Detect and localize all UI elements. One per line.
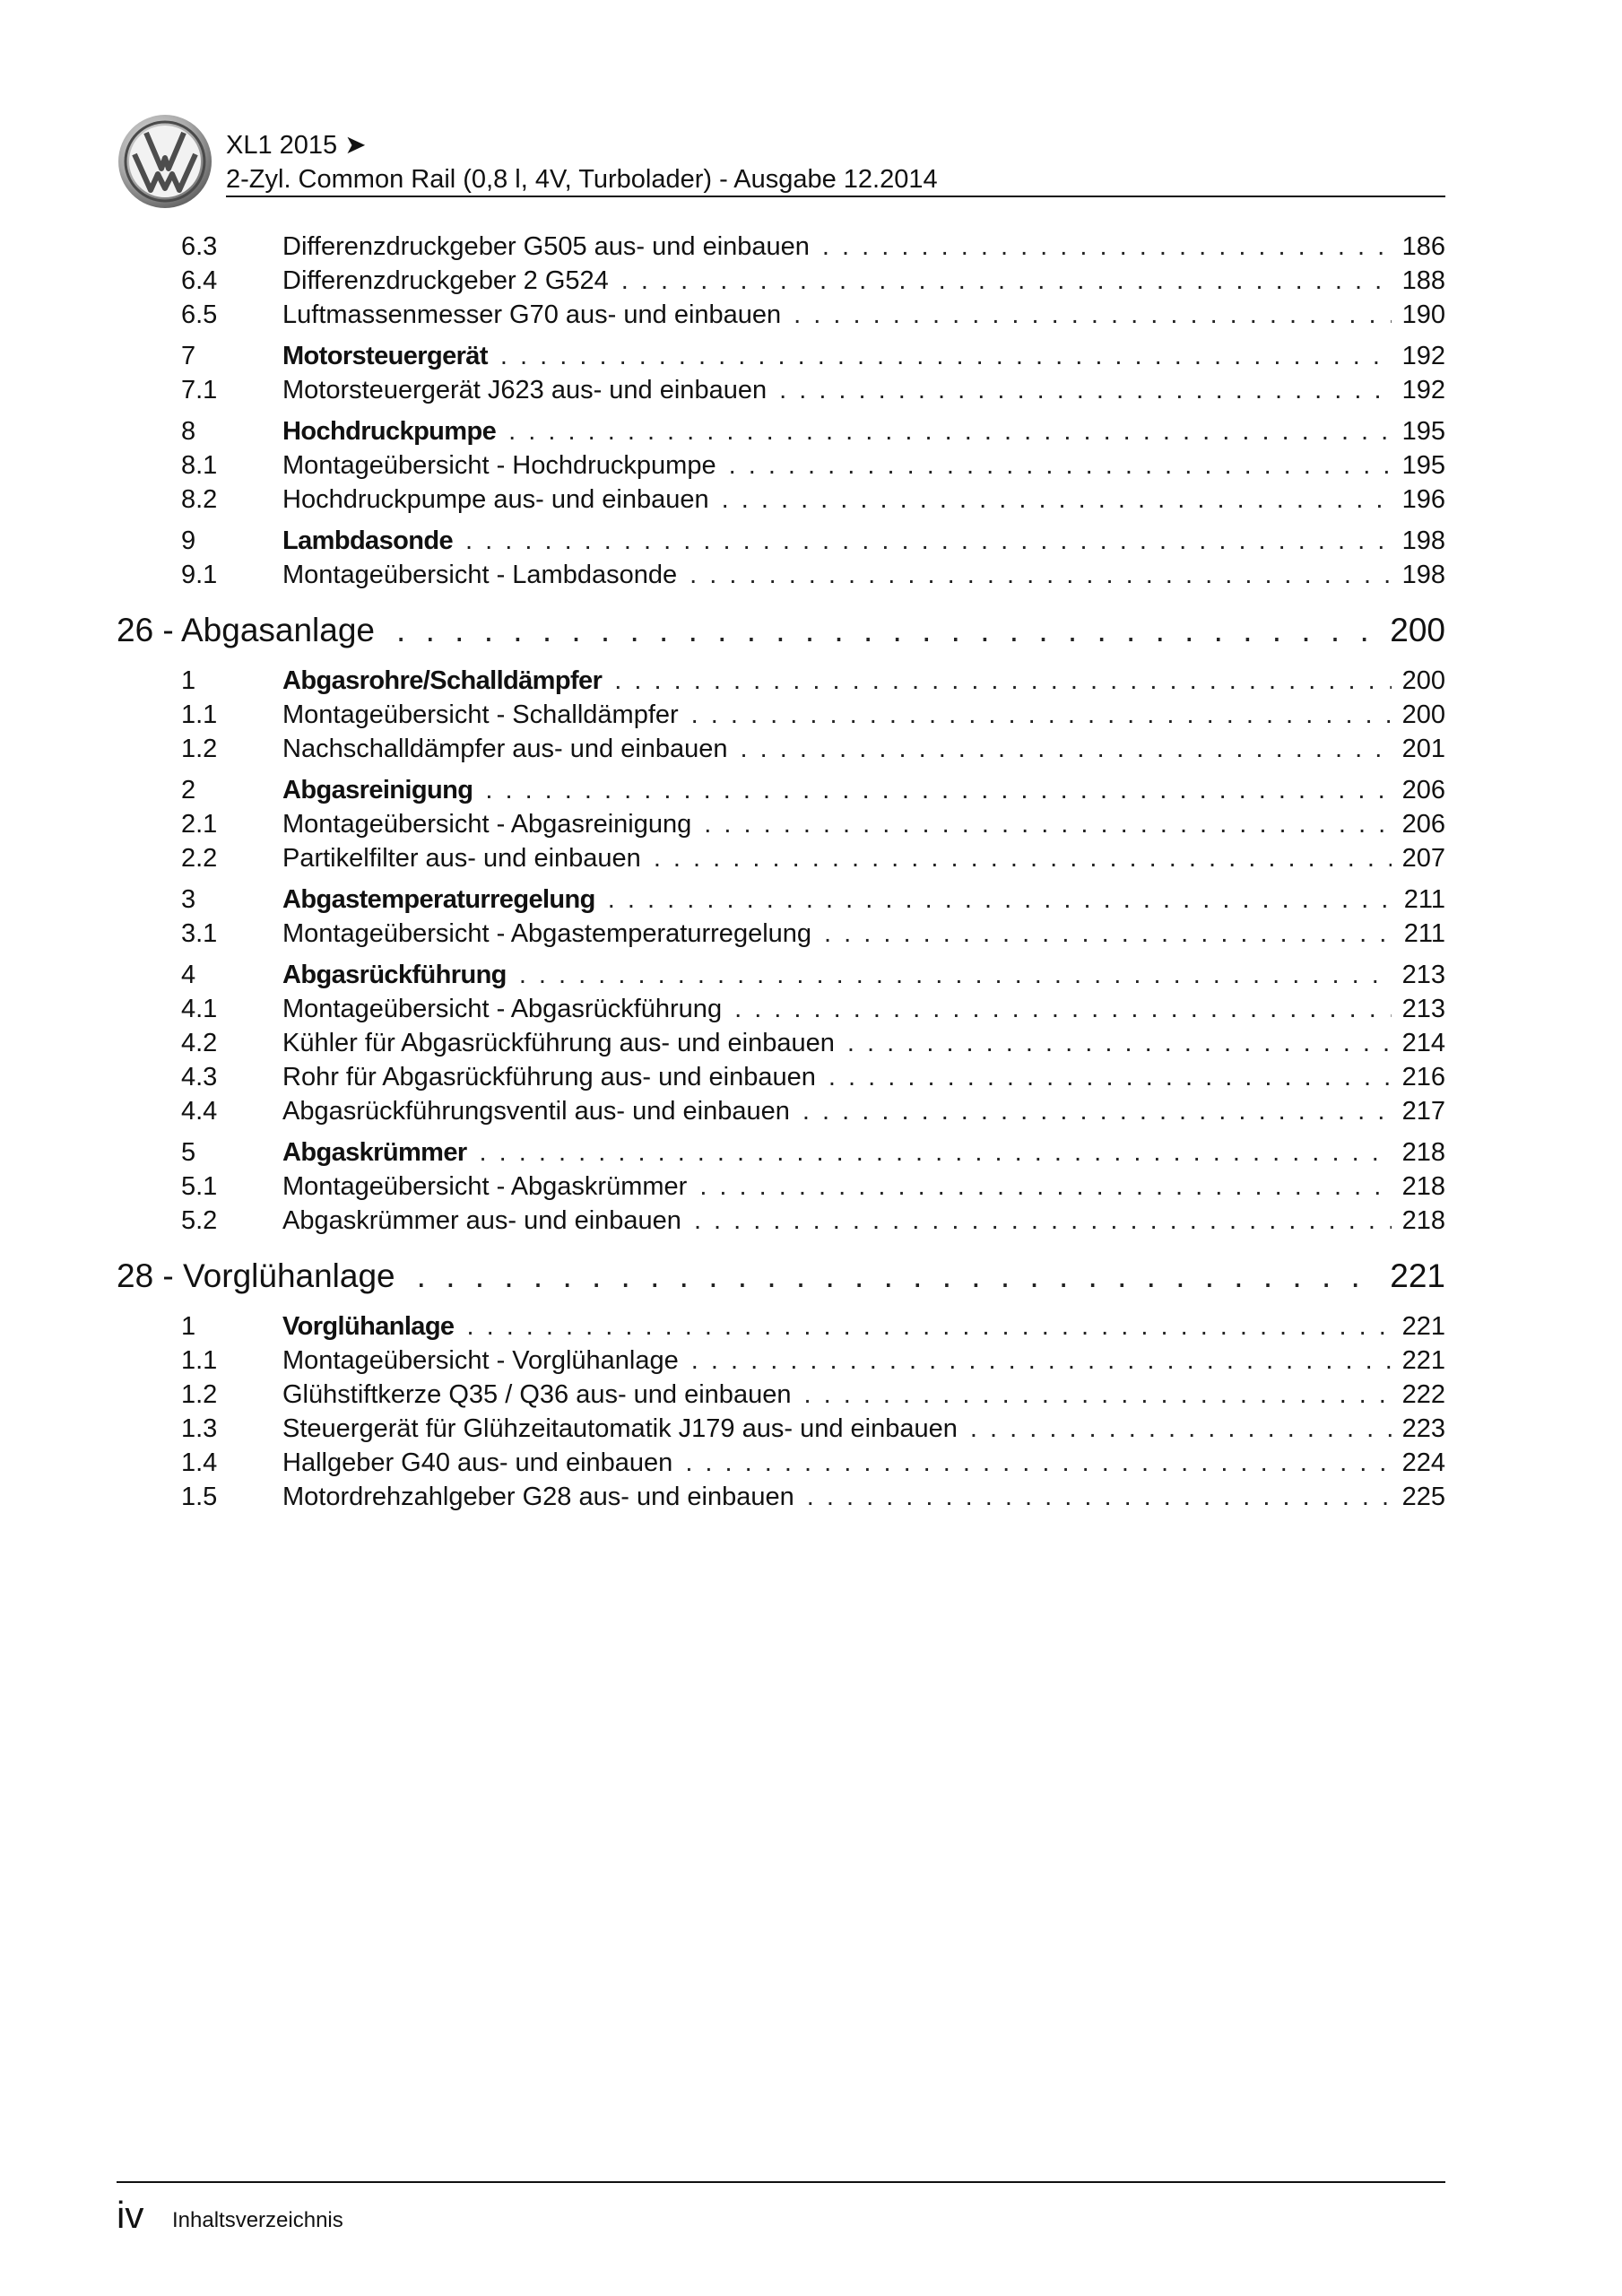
toc-chapter-row[interactable] [117, 604, 1445, 657]
toc-entry-title: Vorglühanlage [282, 1312, 455, 1341]
vw-logo-icon [117, 113, 213, 210]
toc-entry-title: Lambdasonde [282, 526, 453, 555]
toc-entry-number: 9.1 [181, 561, 218, 589]
toc-entry-page: 213 [1401, 995, 1445, 1023]
toc-dot-leader [822, 230, 1392, 264]
toc-dot-leader [396, 604, 1383, 657]
toc-dot-leader [741, 732, 1392, 766]
toc-entry-number: 1.4 [181, 1448, 218, 1477]
toc-subsection-row[interactable] [117, 1446, 1445, 1480]
toc-entry-title: Nachschalldämpfer aus- und einbauen [282, 735, 728, 763]
toc-section-row[interactable] [117, 958, 1445, 992]
toc-subsection-row[interactable] [117, 448, 1445, 483]
toc-entry-page: 190 [1401, 300, 1445, 329]
toc-entry-title: Abgastemperaturregelung [282, 885, 595, 914]
toc-entry-title: Rohr für Abgasrückführung aus- und einbauen [282, 1063, 816, 1091]
toc-entry-page: 218 [1401, 1172, 1445, 1201]
toc-entry-number: 1.1 [181, 1346, 218, 1375]
toc-entry-number: 5 [181, 1138, 196, 1167]
toc-subsection-row[interactable] [117, 992, 1445, 1026]
toc-entry-title: Abgaskrümmer aus- und einbauen [282, 1206, 681, 1235]
toc-entry-title: Montageübersicht - Abgaskrümmer [282, 1172, 688, 1201]
toc-entry-title: Montageübersicht - Hochdruckpumpe [282, 451, 716, 480]
toc-entry-page: 192 [1401, 342, 1445, 370]
toc-entry-page: 195 [1401, 451, 1445, 480]
toc-entry-number: 6.3 [181, 232, 218, 261]
toc-section-row[interactable] [117, 1135, 1445, 1170]
toc-entry-title: Montageübersicht - Lambdasonde [282, 561, 678, 589]
toc-entry-number: 5.2 [181, 1206, 218, 1235]
toc-dot-leader [685, 1446, 1392, 1480]
toc-dot-leader [614, 664, 1392, 698]
toc-entry-number: 8.1 [181, 451, 218, 480]
toc-entry-page: 198 [1401, 561, 1445, 589]
toc-entry-page: 217 [1401, 1097, 1445, 1126]
toc-subsection-row[interactable] [117, 483, 1445, 517]
toc-section-row[interactable] [117, 773, 1445, 807]
toc-dot-leader [729, 448, 1392, 483]
toc-entry-number: 4.1 [181, 995, 218, 1023]
toc-dot-leader [779, 373, 1392, 407]
toc-entry-title: Motorsteuergerät J623 aus- und einbauen [282, 376, 768, 404]
toc-entry-title: Abgaskrümmer [282, 1138, 467, 1167]
toc-dot-leader [970, 1412, 1392, 1446]
toc-subsection-row[interactable] [117, 230, 1445, 264]
toc-entry-number: 1.2 [181, 735, 218, 763]
toc-dot-leader [704, 807, 1392, 841]
toc-entry-page: 216 [1401, 1063, 1445, 1091]
toc-entry-number: 8 [181, 417, 196, 446]
toc-subsection-row[interactable] [117, 558, 1445, 592]
toc-entry-title: Montageübersicht - Abgasrückführung [282, 995, 723, 1023]
toc-entry-page: 218 [1401, 1138, 1445, 1167]
toc-dot-leader [466, 1309, 1392, 1344]
toc-entry-title: Motorsteuergerät [282, 342, 488, 370]
toc-entry-page: 206 [1401, 776, 1445, 804]
toc-entry-page: 201 [1401, 735, 1445, 763]
toc-dot-leader [417, 1250, 1383, 1302]
toc-entry-number: 1.3 [181, 1414, 218, 1443]
toc-entry-page: 198 [1401, 526, 1445, 555]
toc-entry-number: 8.2 [181, 485, 218, 514]
toc-entry-page: 188 [1401, 266, 1445, 295]
toc-dot-leader [508, 414, 1392, 448]
toc-subsection-row[interactable] [117, 732, 1445, 766]
toc-dot-leader [722, 483, 1392, 517]
footer-section-label: Inhaltsverzeichnis [172, 2208, 343, 2232]
toc-subsection-row[interactable] [117, 698, 1445, 732]
toc-entry-page: 200 [1401, 666, 1445, 695]
toc-entry-title: Montageübersicht - Vorglühanlage [282, 1346, 679, 1375]
toc-section-row[interactable] [117, 1309, 1445, 1344]
toc-subsection-row[interactable] [117, 807, 1445, 841]
toc-entry-number: 4.2 [181, 1029, 218, 1057]
toc-entry-title: Abgasrohre/Schalldämpfer [282, 666, 603, 695]
header-model: XL1 2015 ➤ [226, 131, 367, 160]
toc-entry-number: 9 [181, 526, 196, 555]
toc-entry-title: Montageübersicht - Abgastemperaturregelung [282, 919, 812, 948]
toc-entry-number: 3 [181, 885, 196, 914]
toc-dot-leader [734, 992, 1392, 1026]
toc-entry-number: 3.1 [181, 919, 218, 948]
toc-entry-page: 225 [1401, 1483, 1445, 1511]
toc-entry-title: Luftmassenmesser G70 aus- und einbauen [282, 300, 782, 329]
toc-entry-title: 26 - Abgasanlage [117, 612, 376, 648]
toc-entry-title: 28 - Vorglühanlage [117, 1257, 395, 1294]
toc-entry-title: Partikelfilter aus- und einbauen [282, 844, 641, 873]
table-of-contents [117, 230, 1445, 1514]
toc-dot-leader [621, 264, 1392, 298]
toc-subsection-row[interactable] [117, 1412, 1445, 1446]
header-divider [226, 196, 1445, 197]
toc-entry-page: 218 [1401, 1206, 1445, 1235]
toc-section-row[interactable] [117, 524, 1445, 558]
toc-subsection-row[interactable] [117, 1344, 1445, 1378]
toc-entry-page: 200 [1401, 700, 1445, 729]
toc-entry-page: 195 [1401, 417, 1445, 446]
toc-entry-page: 211 [1403, 919, 1445, 948]
toc-dot-leader [608, 883, 1392, 917]
toc-entry-title: Montageübersicht - Abgasreinigung [282, 810, 692, 839]
toc-entry-number: 1.2 [181, 1380, 218, 1409]
toc-subsection-row[interactable] [117, 1026, 1445, 1060]
toc-entry-page: 192 [1401, 376, 1445, 404]
toc-entry-page: 206 [1401, 810, 1445, 839]
toc-entry-title: Hochdruckpumpe aus- und einbauen [282, 485, 709, 514]
toc-subsection-row[interactable] [117, 1378, 1445, 1412]
toc-entry-number: 7.1 [181, 376, 218, 404]
toc-dot-leader [465, 524, 1392, 558]
toc-subsection-row[interactable] [117, 917, 1445, 951]
toc-section-row[interactable] [117, 339, 1445, 373]
toc-subsection-row[interactable] [117, 841, 1445, 875]
toc-entry-page: 207 [1401, 844, 1445, 873]
toc-entry-page: 221 [1401, 1346, 1445, 1375]
toc-entry-number: 6.4 [181, 266, 218, 295]
toc-entry-title: Differenzdruckgeber 2 G524 [282, 266, 609, 295]
toc-subsection-row[interactable] [117, 264, 1445, 298]
toc-dot-leader [828, 1060, 1392, 1094]
footer-page-number: iv [117, 2194, 144, 2236]
toc-dot-leader [824, 917, 1392, 951]
toc-dot-leader [654, 841, 1392, 875]
toc-section-row[interactable] [117, 883, 1445, 917]
toc-entry-page: 211 [1403, 885, 1445, 914]
toc-entry-page: 196 [1401, 485, 1445, 514]
toc-entry-title: Differenzdruckgeber G505 aus- und einbauen [282, 232, 810, 261]
toc-section-row[interactable] [117, 414, 1445, 448]
toc-entry-title: Hallgeber G40 aus- und einbauen [282, 1448, 673, 1477]
toc-entry-number: 4 [181, 961, 196, 989]
toc-entry-title: Montageübersicht - Schalldämpfer [282, 700, 679, 729]
toc-subsection-row[interactable] [117, 1204, 1445, 1238]
toc-entry-title: Glühstiftkerze Q35 / Q36 aus- und einbauen [282, 1380, 792, 1409]
toc-dot-leader [480, 1135, 1392, 1170]
toc-entry-page: 221 [1390, 1257, 1445, 1294]
toc-entry-page: 221 [1401, 1312, 1445, 1341]
toc-entry-title: Hochdruckpumpe [282, 417, 497, 446]
toc-subsection-row[interactable] [117, 1170, 1445, 1204]
toc-entry-number: 6.5 [181, 300, 218, 329]
toc-dot-leader [691, 1344, 1392, 1378]
toc-dot-leader [802, 1094, 1392, 1128]
header-engine-edition: 2-Zyl. Common Rail (0,8 l, 4V, Turbolader) - Ausgabe 12.2014 [226, 165, 938, 194]
toc-dot-leader [690, 558, 1392, 592]
toc-entry-number: 1 [181, 666, 196, 695]
footer-divider [117, 2181, 1445, 2183]
toc-entry-number: 5.1 [181, 1172, 218, 1201]
toc-dot-leader [519, 958, 1392, 992]
toc-entry-number: 1 [181, 1312, 196, 1341]
toc-entry-page: 200 [1390, 612, 1445, 648]
toc-dot-leader [699, 1170, 1392, 1204]
toc-entry-number: 7 [181, 342, 196, 370]
toc-dot-leader [847, 1026, 1392, 1060]
toc-entry-number: 1.1 [181, 700, 218, 729]
toc-subsection-row[interactable] [117, 1060, 1445, 1094]
toc-dot-leader [807, 1480, 1392, 1514]
toc-entry-page: 214 [1401, 1029, 1445, 1057]
toc-dot-leader [803, 1378, 1392, 1412]
toc-subsection-row[interactable] [117, 373, 1445, 407]
toc-chapter-row[interactable] [117, 1250, 1445, 1302]
toc-entry-title: Motordrehzahlgeber G28 aus- und einbauen [282, 1483, 794, 1511]
toc-entry-page: 223 [1401, 1414, 1445, 1443]
toc-entry-number: 2 [181, 776, 196, 804]
toc-subsection-row[interactable] [117, 1480, 1445, 1514]
toc-entry-page: 213 [1401, 961, 1445, 989]
toc-entry-title: Abgasreinigung [282, 776, 473, 804]
toc-entry-title: Kühler für Abgasrückführung aus- und einbauen [282, 1029, 835, 1057]
toc-dot-leader [694, 1204, 1392, 1238]
toc-entry-number: 1.5 [181, 1483, 218, 1511]
toc-dot-leader [485, 773, 1392, 807]
toc-entry-number: 4.3 [181, 1063, 218, 1091]
toc-entry-page: 222 [1401, 1380, 1445, 1409]
toc-entry-title: Abgasrückführung [282, 961, 507, 989]
toc-entry-page: 224 [1401, 1448, 1445, 1477]
toc-dot-leader [691, 698, 1392, 732]
toc-subsection-row[interactable] [117, 1094, 1445, 1128]
toc-entry-number: 2.2 [181, 844, 218, 873]
toc-subsection-row[interactable] [117, 298, 1445, 332]
toc-dot-leader [794, 298, 1392, 332]
toc-section-row[interactable] [117, 664, 1445, 698]
toc-entry-number: 2.1 [181, 810, 218, 839]
page-header [117, 113, 1444, 197]
toc-dot-leader [500, 339, 1392, 373]
toc-entry-title: Abgasrückführungsventil aus- und einbauen [282, 1097, 790, 1126]
toc-entry-number: 4.4 [181, 1097, 218, 1126]
toc-entry-page: 186 [1401, 232, 1445, 261]
toc-entry-title: Steuergerät für Glühzeitautomatik J179 aus- und einbauen [282, 1414, 958, 1443]
